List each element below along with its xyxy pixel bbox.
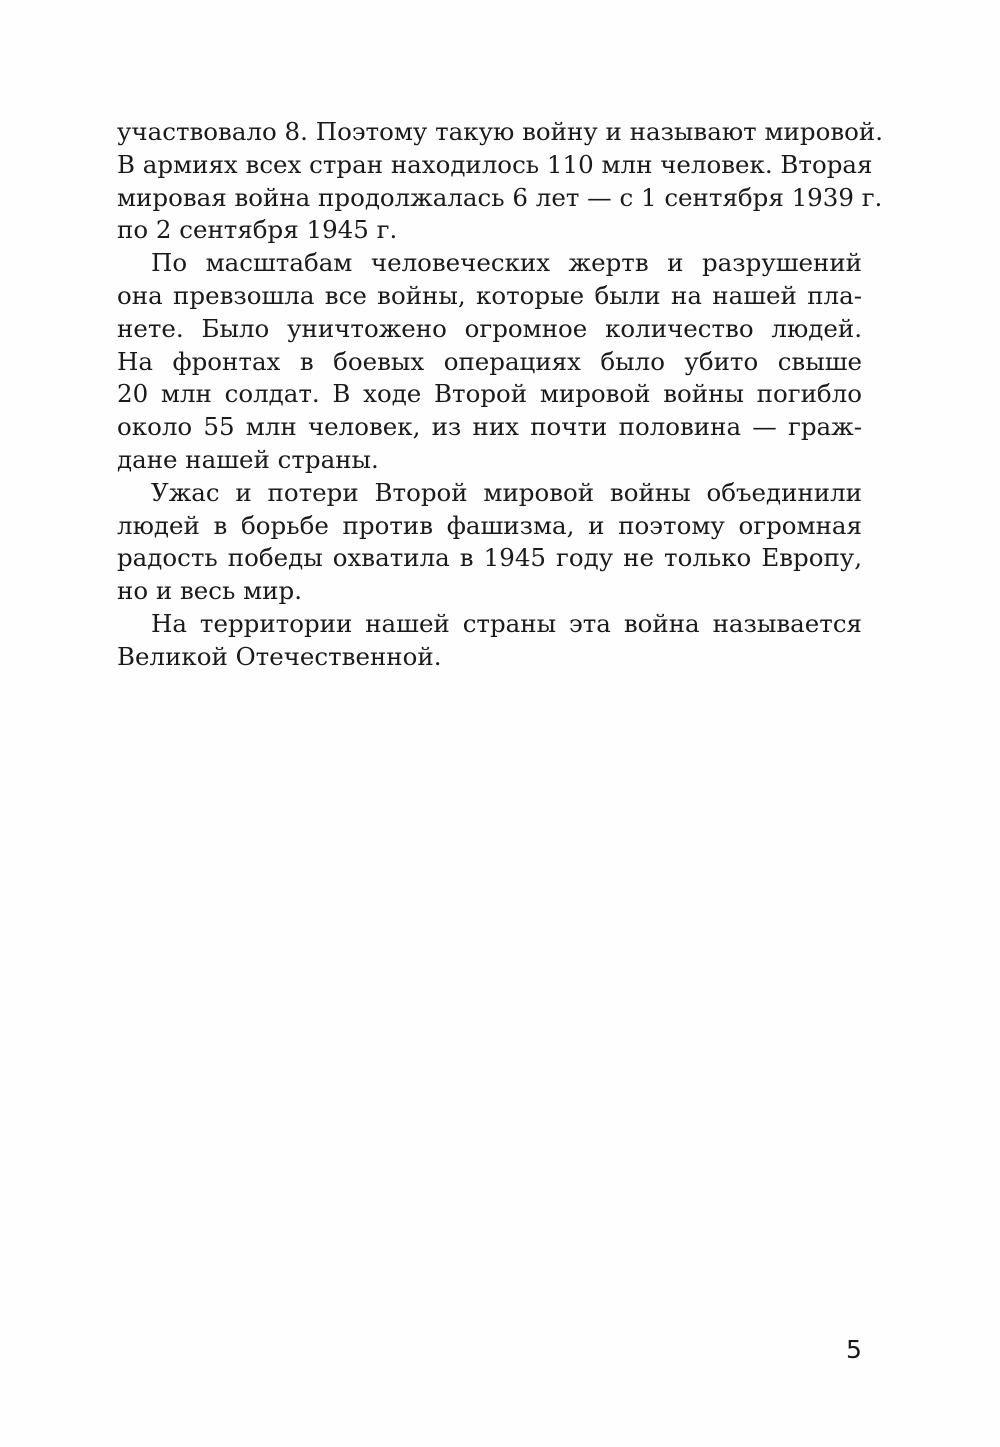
text-line: но и весь мир. (117, 576, 302, 606)
text-line: На территории нашей страны эта война называется (151, 608, 862, 638)
text-line: по 2 сентября 1945 г. (117, 215, 398, 245)
text-line: дане нашей страны. (117, 444, 379, 474)
text-line: мировая война продолжалась 6 лет — с 1 сентября 1939 г. (117, 182, 883, 212)
text-line: В армиях всех стран находилось 110 млн человек. Вторая (117, 149, 873, 179)
body-text (117, 116, 883, 674)
text-line: По масштабам человеческих жертв и разрушений (151, 248, 862, 278)
text-line: радость победы охватила в 1945 году не только Европу, (117, 543, 862, 573)
text-line: около 55 млн человек, из них почти половина — граж- (117, 412, 862, 442)
text-line: 20 млн солдат. В ходе Второй мировой войны погибло (117, 379, 862, 409)
text-line: нете. Было уничтожено огромное количество людей. (117, 313, 862, 343)
text-line: она превзошла все войны, которые были на нашей пла- (117, 280, 862, 310)
text-line: Великой Отечественной. (117, 641, 442, 671)
text-line: Ужас и потери Второй мировой войны объединили (151, 477, 862, 507)
text-line: участвовало 8. Поэтому такую войну и называют мировой. (117, 117, 883, 146)
text-line: людей в борьбе против фашизма, и поэтому огромная (117, 510, 862, 540)
text-line: На фронтах в боевых операциях было убито свыше (117, 346, 862, 376)
page-number: 5 (846, 1335, 862, 1364)
